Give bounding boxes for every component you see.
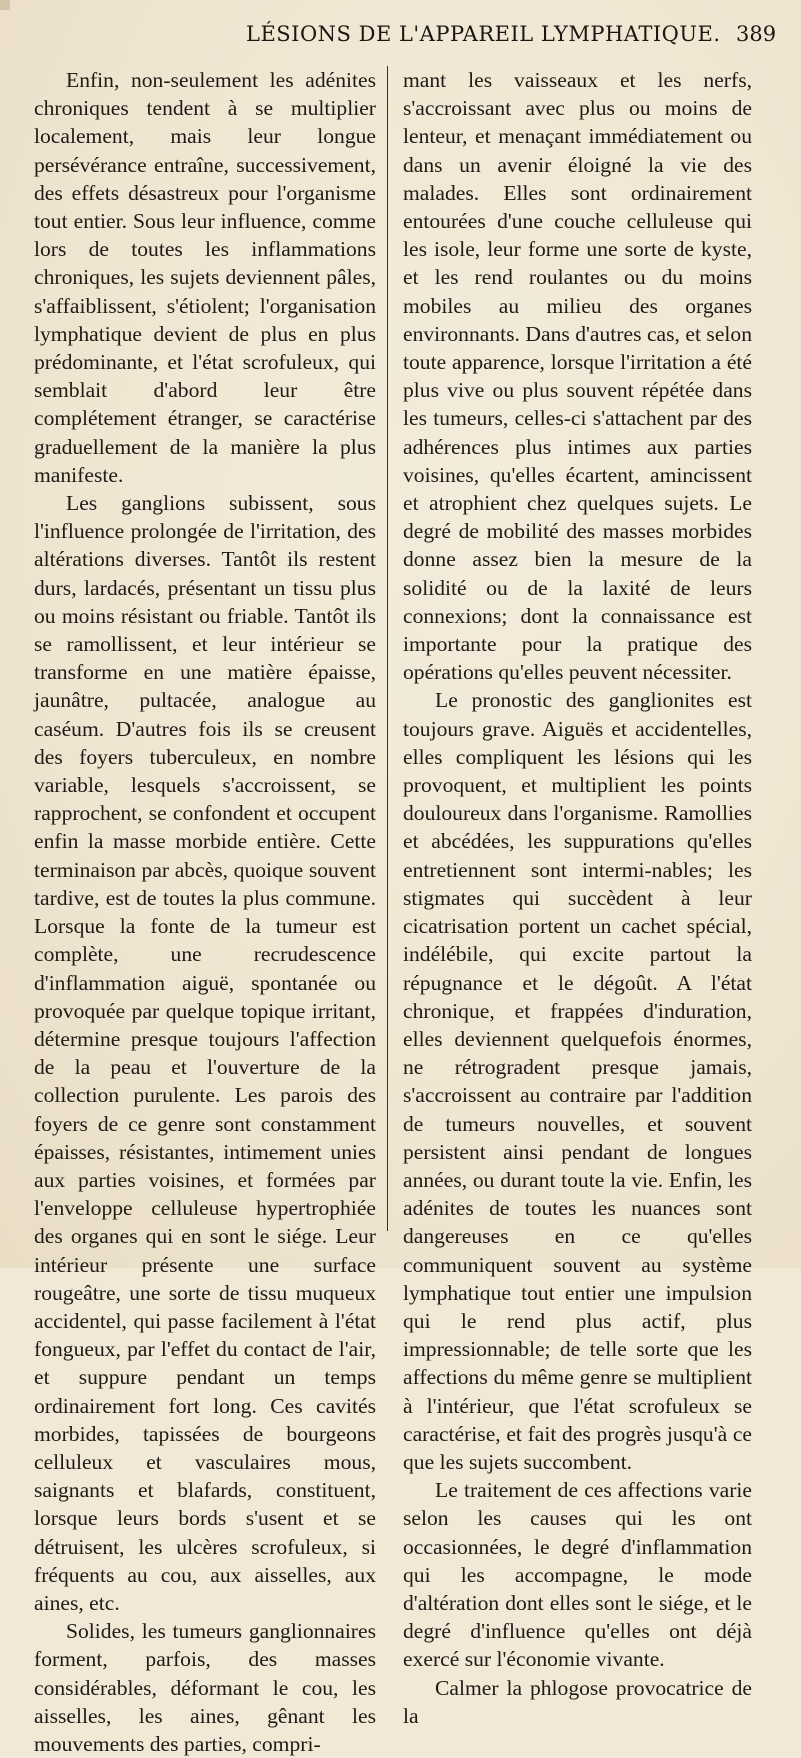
page-number: 389 (736, 22, 777, 46)
paragraph: Les ganglions subissent, sous l'influence prolongée de l'irritation, des altérations diverses. Tantôt ils restent durs, lardacés, présentant un tissu plus ou moins résistant ou friable. Tantôt ils se ramollissent, et leur intérieur se transforme en une matière épaisse, jaunâtre, pultacée, analogue au caséum. D'autres fois ils se creusent des foyers tuberculeux, en nombre variable, lesquels s'accroissent, se rapprochent, se confondent et occupent enfin la masse morbide entière. Cette terminaison par abcès, quoique souvent tardive, est de toutes la plus commune. Lorsque la fonte de la tumeur est complète, une recrudescence d'inflammation aiguë, spontanée ou provoquée par quelque topique irritant, détermine presque toujours l'affection de la peau et l'ouverture de la collection purulente. Les parois des foyers de ce genre sont constamment épaisses, résistantes, intimement unies aux parties voisines, et formées par l'enveloppe celluleuse hypertrophiée des organes qui en sont le siége. Leur intérieur présente une surface rougeâtre, une sorte de tissu muqueux accidentel, qui passe facilement à l'état fongueux, par l'effet du contact de l'air, et suppure pendant un temps ordinairement fort long. Ces cavités morbides, tapissées de bourgeons celluleux et vasculaires mous, saignants et blafards, constituent, lorsque leurs bords s'usent et se détruisent, les ulcères scrofuleux, si fréquents au cou, aux aisselles, aux aines, etc. (34, 491, 376, 1615)
page-corner-mark (0, 0, 10, 10)
page-header (0, 14, 801, 54)
paragraph: Calmer la phlogose provocatrice de la (403, 1675, 752, 1728)
running-head: LÉSIONS DE L'APPAREIL LYMPHATIQUE. (246, 22, 721, 46)
paragraph: Le pronostic des ganglionites est toujours grave. Aiguës et accidentelles, elles compliquent les lésions qui les provoquent, et multiplient les points douloureux dans l'organisme. Ramollies et abcédées, les suppurations qu'elles entretiennent sont intermi-nables; les stigmates qui succèdent à leur cicatrisation portent un cachet spécial, indélébile, qui excite partout la répugnance et le dégoût. A l'état chronique, et frappées d'induration, elles deviennent quelquefois énormes, ne rétrogradent presque jamais, s'accroissent au contraire par l'addition de tumeurs nouvelles, et souvent persistent ainsi pendant de longues années, ou durant toute la vie. Enfin, les adénites de toutes les nuances sont dangereuses en ce qu'elles communiquent souvent au système lymphatique tout entier une impulsion qui le rend plus actif, plus impressionnable; de telle sorte que les affections du même genre se multiplient à l'intérieur, que l'état scrofuleux se caractérise, et fait des progrès jusqu'à ce que les sujets succombent. (403, 688, 752, 1474)
column-divider (387, 66, 388, 1231)
paragraph: Solides, les tumeurs ganglionnaires forment, parfois, des masses considérables, déformant le cou, les aisselles, les aines, gênant les mouvements des parties, compri- (34, 1619, 376, 1756)
left-column (34, 66, 376, 1758)
paragraph: Enfin, non-seulement les adénites chroniques tendent à se multiplier localement, mais leur longue persévérance entraîne, successivement, des effets désastreux pour l'organisme tout entier. Sous leur influence, comme lors de toutes les inflammations chroniques, les sujets deviennent pâles, s'affaiblissent, s'étiolent; l'organisation lymphatique devient de plus en plus prédominante, et l'état scrofuleux, qui semblait d'abord leur être complétement étranger, se caractérise graduellement de la manière la plus manifeste. (34, 68, 376, 487)
paragraph: Le traitement de ces affections varie selon les causes qui les ont occasionnées, le degré d'inflammation qui les accompagne, le mode d'altération dont elles sont le siége, et le degré d'influence qu'elles ont déjà exercé sur l'économie vivante. (403, 1478, 752, 1672)
right-column (403, 66, 752, 1730)
paragraph-continued: mant les vaisseaux et les nerfs, s'accroissant avec plus ou moins de lenteur, et menaçant immédiatement ou dans un avenir éloigné la vie des malades. Elles sont ordinairement entourées d'une couche celluleuse qui les isole, leur forme une sorte de kyste, et les rend roulantes ou du moins mobiles au milieu des organes environnants. Dans d'autres cas, et selon toute apparence, lorsque l'irritation a été plus vive ou plus souvent répétée dans les tumeurs, celles-ci s'attachent par des adhérences plus intimes aux parties voisines, qu'elles écartent, amincissent et atrophient chez quelques sujets. Le degré de mobilité des masses morbides donne assez bien la mesure de la solidité ou de la laxité de leurs connexions; dont la connaissance est importante pour la pratique des opérations qu'elles peuvent nécessiter. (403, 68, 752, 685)
